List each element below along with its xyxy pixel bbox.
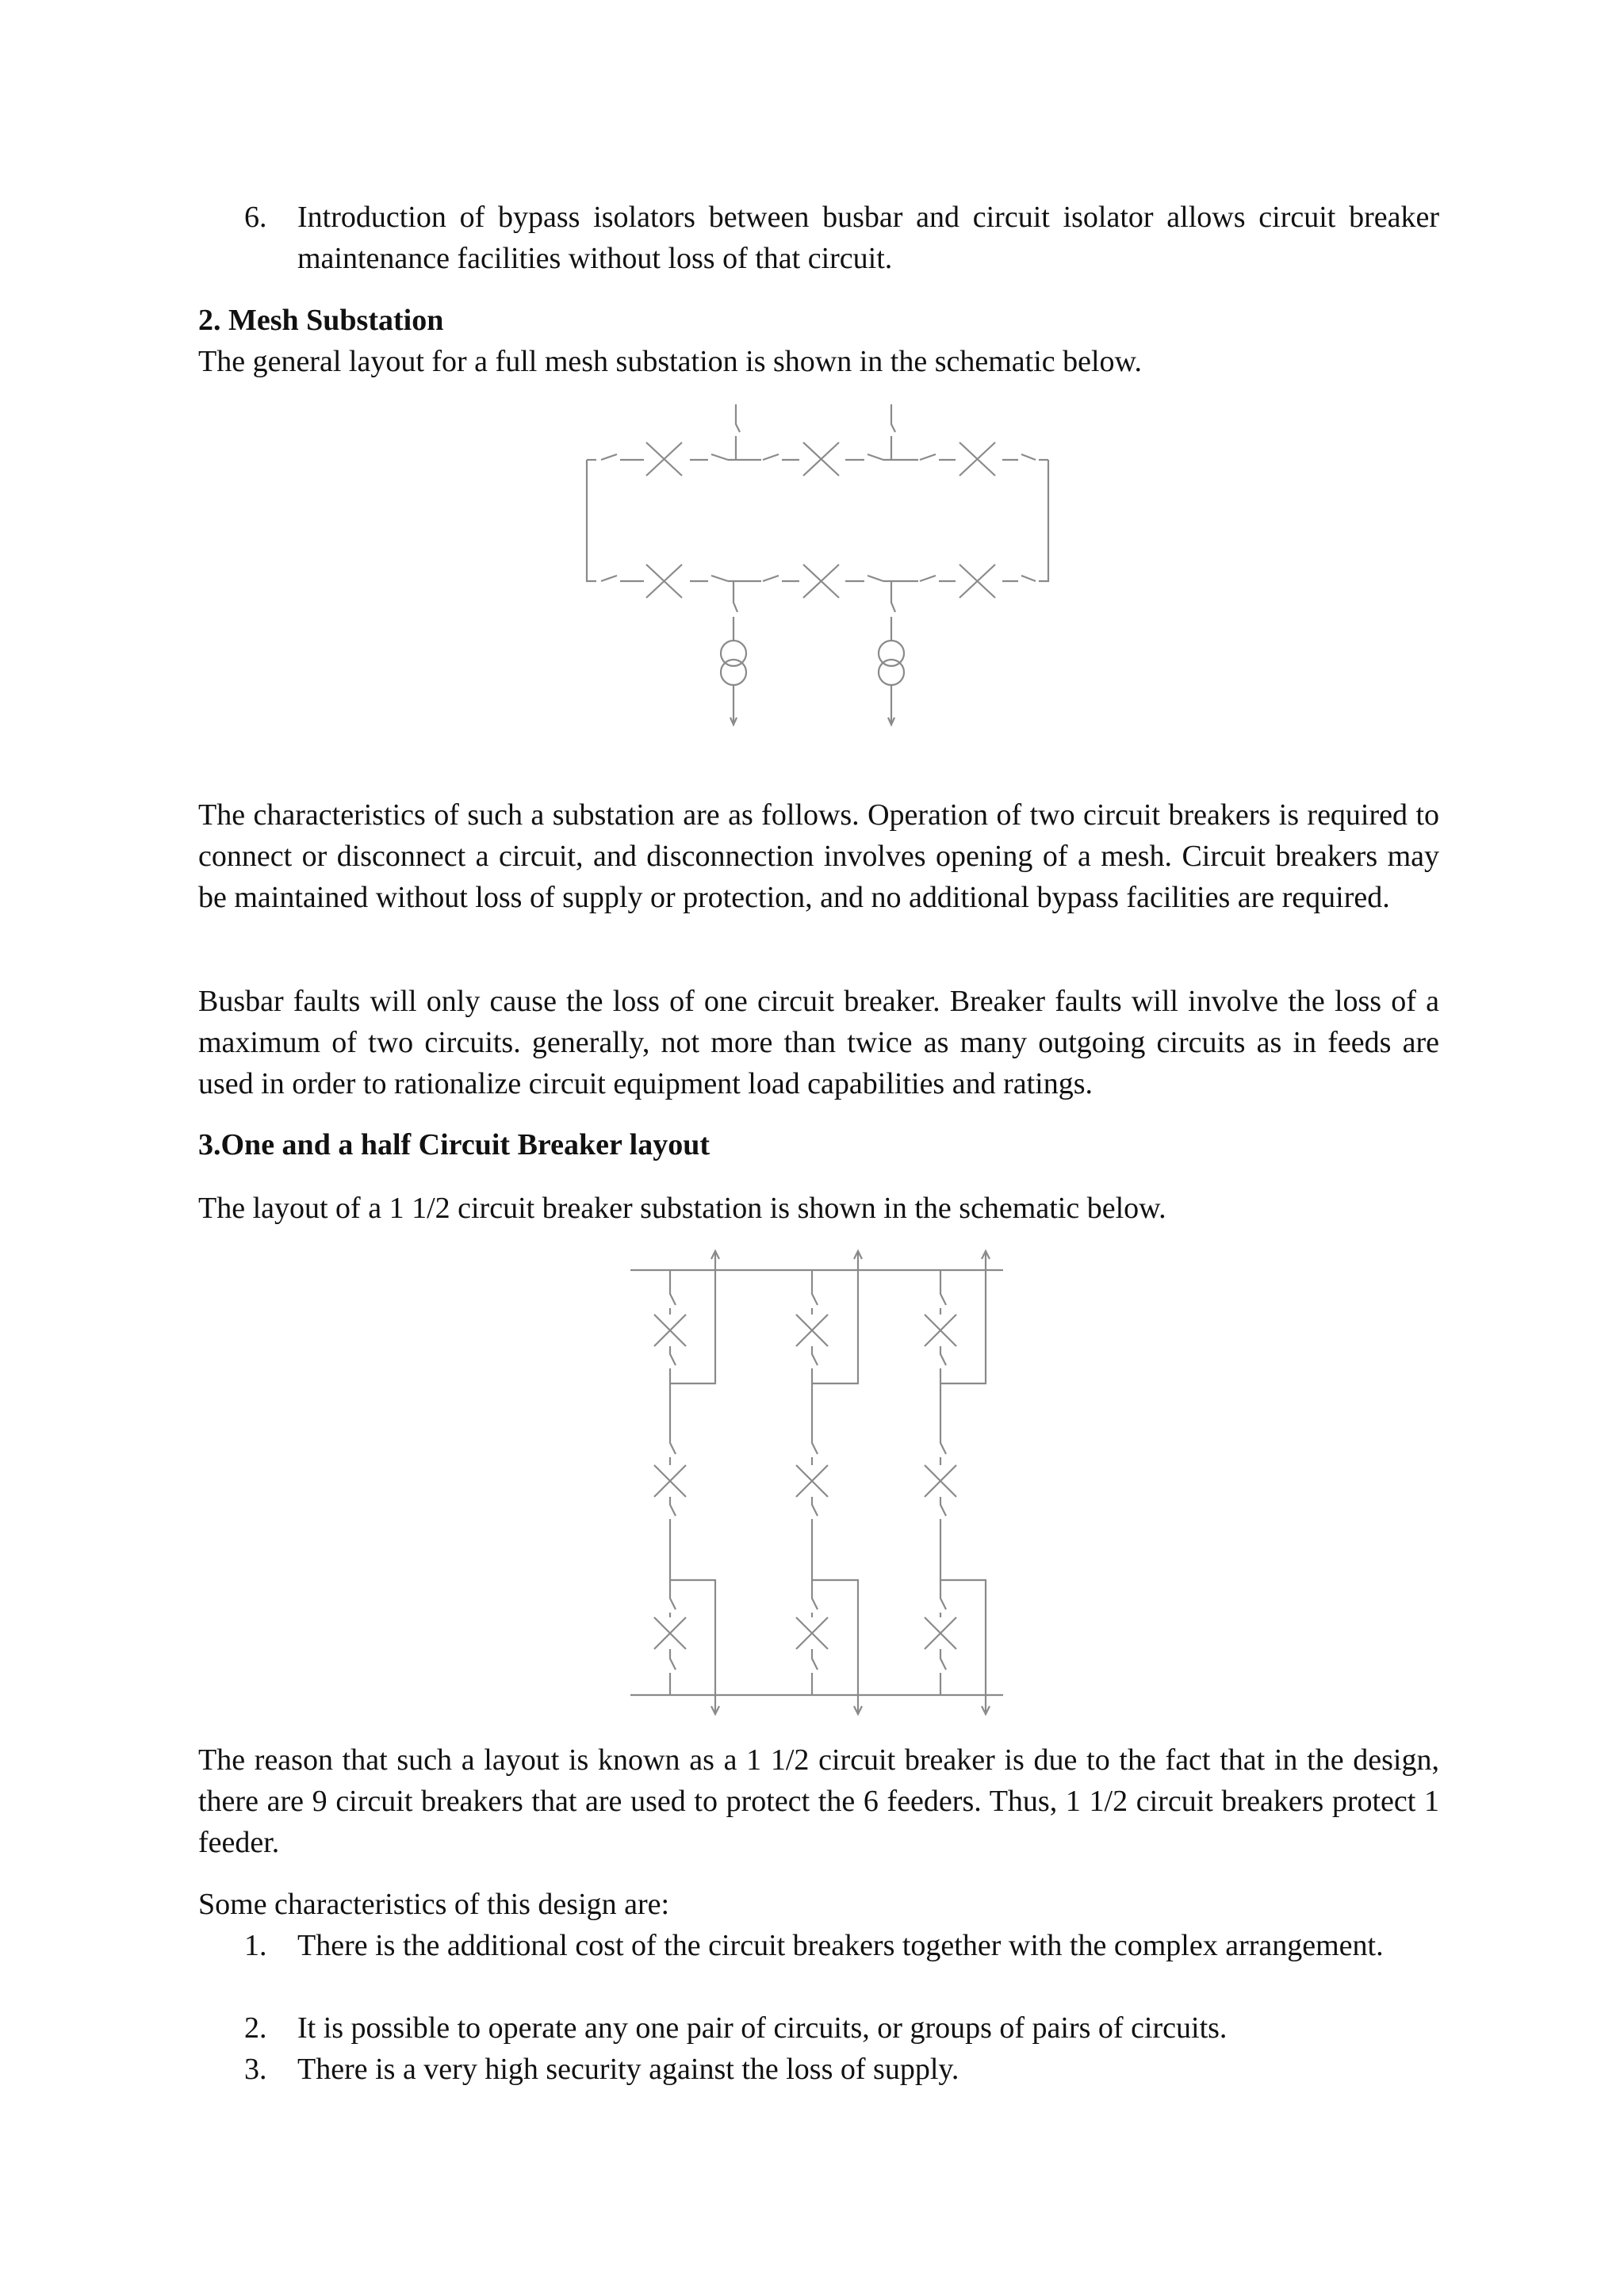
one-and-half-paragraph: The reason that such a layout is known as a 1 1/2 circuit breaker is due to the fact that in the design, there are 9 circuit breakers that are used to protect the 6 feeders. Thus, 1 1/2 circuit breakers protect 1 feeder. (198, 1743, 1439, 1859)
list-item-text: There is a very high security against the loss of supply. (297, 2053, 959, 2086)
list-item-text: It is possible to operate any one pair of circuits, or groups of pairs of circuits. (297, 2011, 1228, 2045)
section-heading-mesh: 2. Mesh Substation (198, 304, 444, 337)
mesh-paragraph-2: Busbar faults will only cause the loss of one circuit breaker. Breaker faults will involve the loss of a maximum of two circuits. generally, not more than twice as many outgoing circuits as in feeds are used in order to rationalize circuit equipment load capabilities and ratings. (198, 985, 1439, 1100)
one-and-half-intro: The layout of a 1 1/2 circuit breaker substation is shown in the schematic below. (198, 1192, 1166, 1225)
list-number: 2. (244, 2011, 267, 2045)
list-intro: Some characteristics of this design are: (198, 1888, 670, 1921)
list-number: 3. (244, 2053, 267, 2086)
section-heading-one-and-half: 3.One and a half Circuit Breaker layout (198, 1128, 710, 1161)
mesh-paragraph-1: The characteristics of such a substation are as follows. Operation of two circuit breakers is required to connect or disconnect a circuit, and disconnection involves opening of a mesh. Circuit breakers may be maintained without loss of supply or protection, and no additional bypass facilities are required. (198, 798, 1439, 914)
list-item-text: Introduction of bypass isolators between busbar and circuit isolator allows circuit breaker maintenance facilities without loss of that circuit. (297, 201, 1439, 275)
list-number: 6. (244, 201, 267, 234)
list-number: 1. (244, 1929, 267, 1962)
mesh-intro: The general layout for a full mesh substation is shown in the schematic below. (198, 345, 1143, 378)
list-item-text: There is the additional cost of the circuit breakers together with the complex arrangement. (297, 1929, 1384, 1962)
